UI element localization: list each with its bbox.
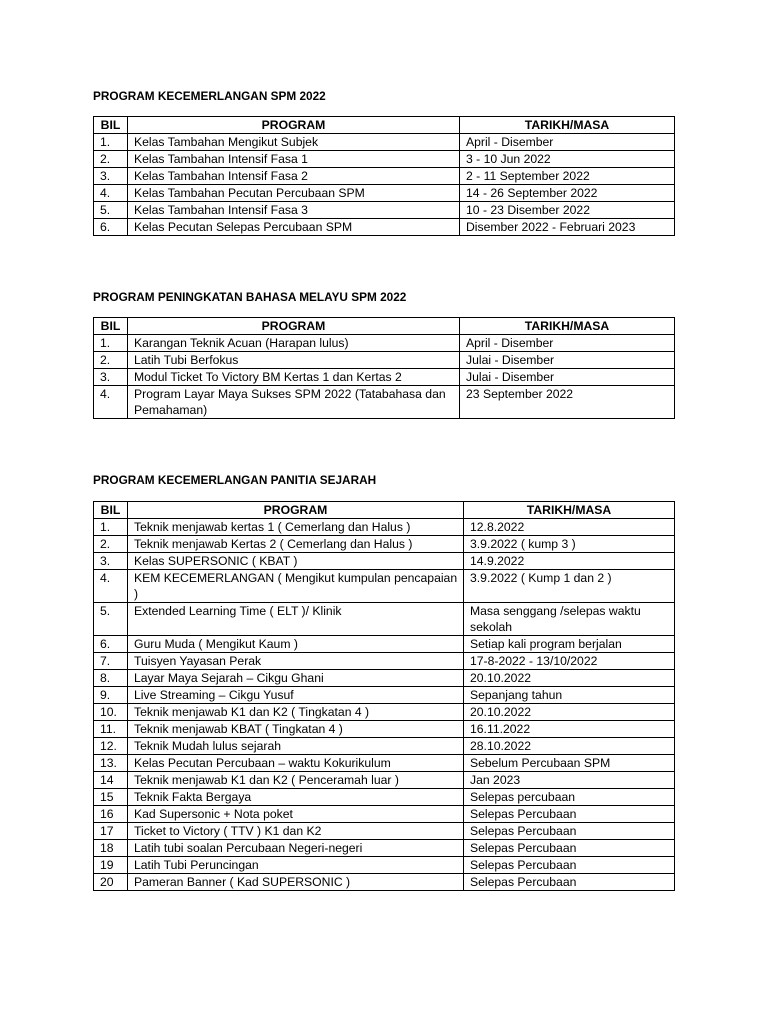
cell-bil: 4. <box>94 386 128 419</box>
cell-program: Teknik menjawab Kertas 2 ( Cemerlang dan Halus ) <box>128 536 464 553</box>
cell-tarikh: Sepanjang tahun <box>464 687 675 704</box>
cell-bil: 5. <box>94 603 128 636</box>
header-bil: BIL <box>94 318 128 335</box>
cell-program: Kelas SUPERSONIC ( KBAT ) <box>128 553 464 570</box>
cell-tarikh: 14 - 26 September 2022 <box>460 185 675 202</box>
table-row <box>94 553 675 570</box>
cell-bil: 2. <box>94 151 128 168</box>
table-row <box>94 755 675 772</box>
cell-program: Kelas Tambahan Intensif Fasa 1 <box>128 151 460 168</box>
section-kecemerlangan-spm <box>93 89 675 236</box>
cell-tarikh: 17-8-2022 - 13/10/2022 <box>464 653 675 670</box>
cell-program: Live Streaming – Cikgu Yusuf <box>128 687 464 704</box>
cell-bil: 2. <box>94 536 128 553</box>
table-row <box>94 874 675 891</box>
table-row <box>94 369 675 386</box>
cell-program: Kelas Tambahan Pecutan Percubaan SPM <box>128 185 460 202</box>
table-body <box>94 519 675 891</box>
section-bahasa-melayu <box>93 290 675 419</box>
cell-program: Teknik menjawab K1 dan K2 ( Penceramah luar ) <box>128 772 464 789</box>
cell-program: Teknik menjawab kertas 1 ( Cemerlang dan Halus ) <box>128 519 464 536</box>
header-program: PROGRAM <box>128 502 464 519</box>
header-bil: BIL <box>94 117 128 134</box>
table-body <box>94 134 675 236</box>
cell-tarikh: April - Disember <box>460 335 675 352</box>
table-header-row <box>94 502 675 519</box>
table-row <box>94 704 675 721</box>
cell-tarikh: Jan 2023 <box>464 772 675 789</box>
table-row <box>94 721 675 738</box>
table-row <box>94 386 675 419</box>
table-row <box>94 687 675 704</box>
table-row <box>94 151 675 168</box>
section-title: PROGRAM KECEMERLANGAN PANITIA SEJARAH <box>93 473 377 487</box>
cell-bil: 8. <box>94 670 128 687</box>
cell-tarikh: 3.9.2022 ( Kump 1 dan 2 ) <box>464 570 675 603</box>
cell-program: Kelas Tambahan Intensif Fasa 2 <box>128 168 460 185</box>
cell-bil: 6. <box>94 219 128 236</box>
cell-bil: 6. <box>94 636 128 653</box>
cell-tarikh: 3 - 10 Jun 2022 <box>460 151 675 168</box>
cell-program: Layar Maya Sejarah – Cikgu Ghani <box>128 670 464 687</box>
cell-tarikh: Disember 2022 - Februari 2023 <box>460 219 675 236</box>
cell-program: Teknik Mudah lulus sejarah <box>128 738 464 755</box>
cell-bil: 7. <box>94 653 128 670</box>
cell-program: Modul Ticket To Victory BM Kertas 1 dan Kertas 2 <box>128 369 460 386</box>
table-row <box>94 636 675 653</box>
cell-bil: 3. <box>94 168 128 185</box>
header-program: PROGRAM <box>128 318 460 335</box>
cell-program: Kad Supersonic + Nota poket <box>128 806 464 823</box>
header-tarikh: TARIKH/MASA <box>460 318 675 335</box>
table-row <box>94 134 675 151</box>
table-header-row <box>94 318 675 335</box>
table-row <box>94 840 675 857</box>
cell-tarikh: 14.9.2022 <box>464 553 675 570</box>
table-row <box>94 603 675 636</box>
cell-bil: 20 <box>94 874 128 891</box>
cell-bil: 15 <box>94 789 128 806</box>
cell-bil: 1. <box>94 134 128 151</box>
cell-bil: 14 <box>94 772 128 789</box>
table-row <box>94 519 675 536</box>
section-title: PROGRAM KECEMERLANGAN SPM 2022 <box>93 89 326 103</box>
section-panitia-sejarah <box>93 473 675 891</box>
header-program: PROGRAM <box>128 117 460 134</box>
cell-program: Tuisyen Yayasan Perak <box>128 653 464 670</box>
cell-tarikh: 10 - 23 Disember 2022 <box>460 202 675 219</box>
cell-program: Ticket to Victory ( TTV ) K1 dan K2 <box>128 823 464 840</box>
cell-bil: 5. <box>94 202 128 219</box>
table-row <box>94 536 675 553</box>
table-header-row <box>94 117 675 134</box>
table-row <box>94 653 675 670</box>
cell-tarikh: Sebelum Percubaan SPM <box>464 755 675 772</box>
cell-tarikh: April - Disember <box>460 134 675 151</box>
cell-bil: 11. <box>94 721 128 738</box>
cell-program: Kelas Pecutan Percubaan – waktu Kokurikulum <box>128 755 464 772</box>
table-row <box>94 857 675 874</box>
cell-program: Teknik menjawab K1 dan K2 ( Tingkatan 4 ) <box>128 704 464 721</box>
cell-tarikh: 12.8.2022 <box>464 519 675 536</box>
cell-program: Pameran Banner ( Kad SUPERSONIC ) <box>128 874 464 891</box>
cell-bil: 17 <box>94 823 128 840</box>
program-table <box>93 501 675 891</box>
cell-program: Extended Learning Time ( ELT )/ Klinik <box>128 603 464 636</box>
cell-tarikh: Selepas Percubaan <box>464 823 675 840</box>
cell-tarikh: 16.11.2022 <box>464 721 675 738</box>
cell-bil: 19 <box>94 857 128 874</box>
table-row <box>94 823 675 840</box>
section-title: PROGRAM PENINGKATAN BAHASA MELAYU SPM 2022 <box>93 290 407 304</box>
table-row <box>94 806 675 823</box>
table-row <box>94 789 675 806</box>
cell-bil: 1. <box>94 335 128 352</box>
cell-bil: 18 <box>94 840 128 857</box>
cell-tarikh: 20.10.2022 <box>464 670 675 687</box>
cell-bil: 12. <box>94 738 128 755</box>
cell-program: Guru Muda ( Mengikut Kaum ) <box>128 636 464 653</box>
cell-tarikh: 28.10.2022 <box>464 738 675 755</box>
cell-program: Latih Tubi Berfokus <box>128 352 460 369</box>
cell-bil: 16 <box>94 806 128 823</box>
cell-bil: 3. <box>94 369 128 386</box>
header-bil: BIL <box>94 502 128 519</box>
table-row <box>94 202 675 219</box>
cell-tarikh: Julai - Disember <box>460 369 675 386</box>
program-table <box>93 116 675 236</box>
table-row <box>94 570 675 603</box>
cell-tarikh: 23 September 2022 <box>460 386 675 419</box>
cell-program: Program Layar Maya Sukses SPM 2022 (Tatabahasa dan Pemahaman) <box>128 386 460 419</box>
cell-bil: 1. <box>94 519 128 536</box>
cell-bil: 9. <box>94 687 128 704</box>
cell-bil: 10. <box>94 704 128 721</box>
program-table <box>93 317 675 419</box>
table-row <box>94 670 675 687</box>
cell-tarikh: Selepas percubaan <box>464 789 675 806</box>
cell-program: KEM KECEMERLANGAN ( Mengikut kumpulan pencapaian ) <box>128 570 464 603</box>
cell-bil: 3. <box>94 553 128 570</box>
cell-program: Kelas Tambahan Intensif Fasa 3 <box>128 202 460 219</box>
cell-tarikh: 20.10.2022 <box>464 704 675 721</box>
table-row <box>94 352 675 369</box>
cell-tarikh: 2 - 11 September 2022 <box>460 168 675 185</box>
cell-bil: 4. <box>94 570 128 603</box>
table-row <box>94 335 675 352</box>
cell-bil: 4. <box>94 185 128 202</box>
cell-program: Karangan Teknik Acuan (Harapan lulus) <box>128 335 460 352</box>
table-body <box>94 335 675 419</box>
cell-program: Teknik menjawab KBAT ( Tingkatan 4 ) <box>128 721 464 738</box>
header-tarikh: TARIKH/MASA <box>460 117 675 134</box>
table-row <box>94 219 675 236</box>
cell-tarikh: 3.9.2022 ( kump 3 ) <box>464 536 675 553</box>
cell-bil: 13. <box>94 755 128 772</box>
cell-program: Kelas Pecutan Selepas Percubaan SPM <box>128 219 460 236</box>
cell-tarikh: Selepas Percubaan <box>464 806 675 823</box>
header-tarikh: TARIKH/MASA <box>464 502 675 519</box>
cell-program: Latih Tubi Peruncingan <box>128 857 464 874</box>
cell-tarikh: Julai - Disember <box>460 352 675 369</box>
cell-tarikh: Masa senggang /selepas waktu sekolah <box>464 603 675 636</box>
cell-tarikh: Selepas Percubaan <box>464 874 675 891</box>
table-row <box>94 168 675 185</box>
table-row <box>94 738 675 755</box>
table-row <box>94 185 675 202</box>
cell-tarikh: Selepas Percubaan <box>464 840 675 857</box>
cell-tarikh: Setiap kali program berjalan <box>464 636 675 653</box>
table-row <box>94 772 675 789</box>
cell-program: Kelas Tambahan Mengikut Subjek <box>128 134 460 151</box>
cell-bil: 2. <box>94 352 128 369</box>
cell-program: Teknik Fakta Bergaya <box>128 789 464 806</box>
cell-program: Latih tubi soalan Percubaan Negeri-negeri <box>128 840 464 857</box>
cell-tarikh: Selepas Percubaan <box>464 857 675 874</box>
